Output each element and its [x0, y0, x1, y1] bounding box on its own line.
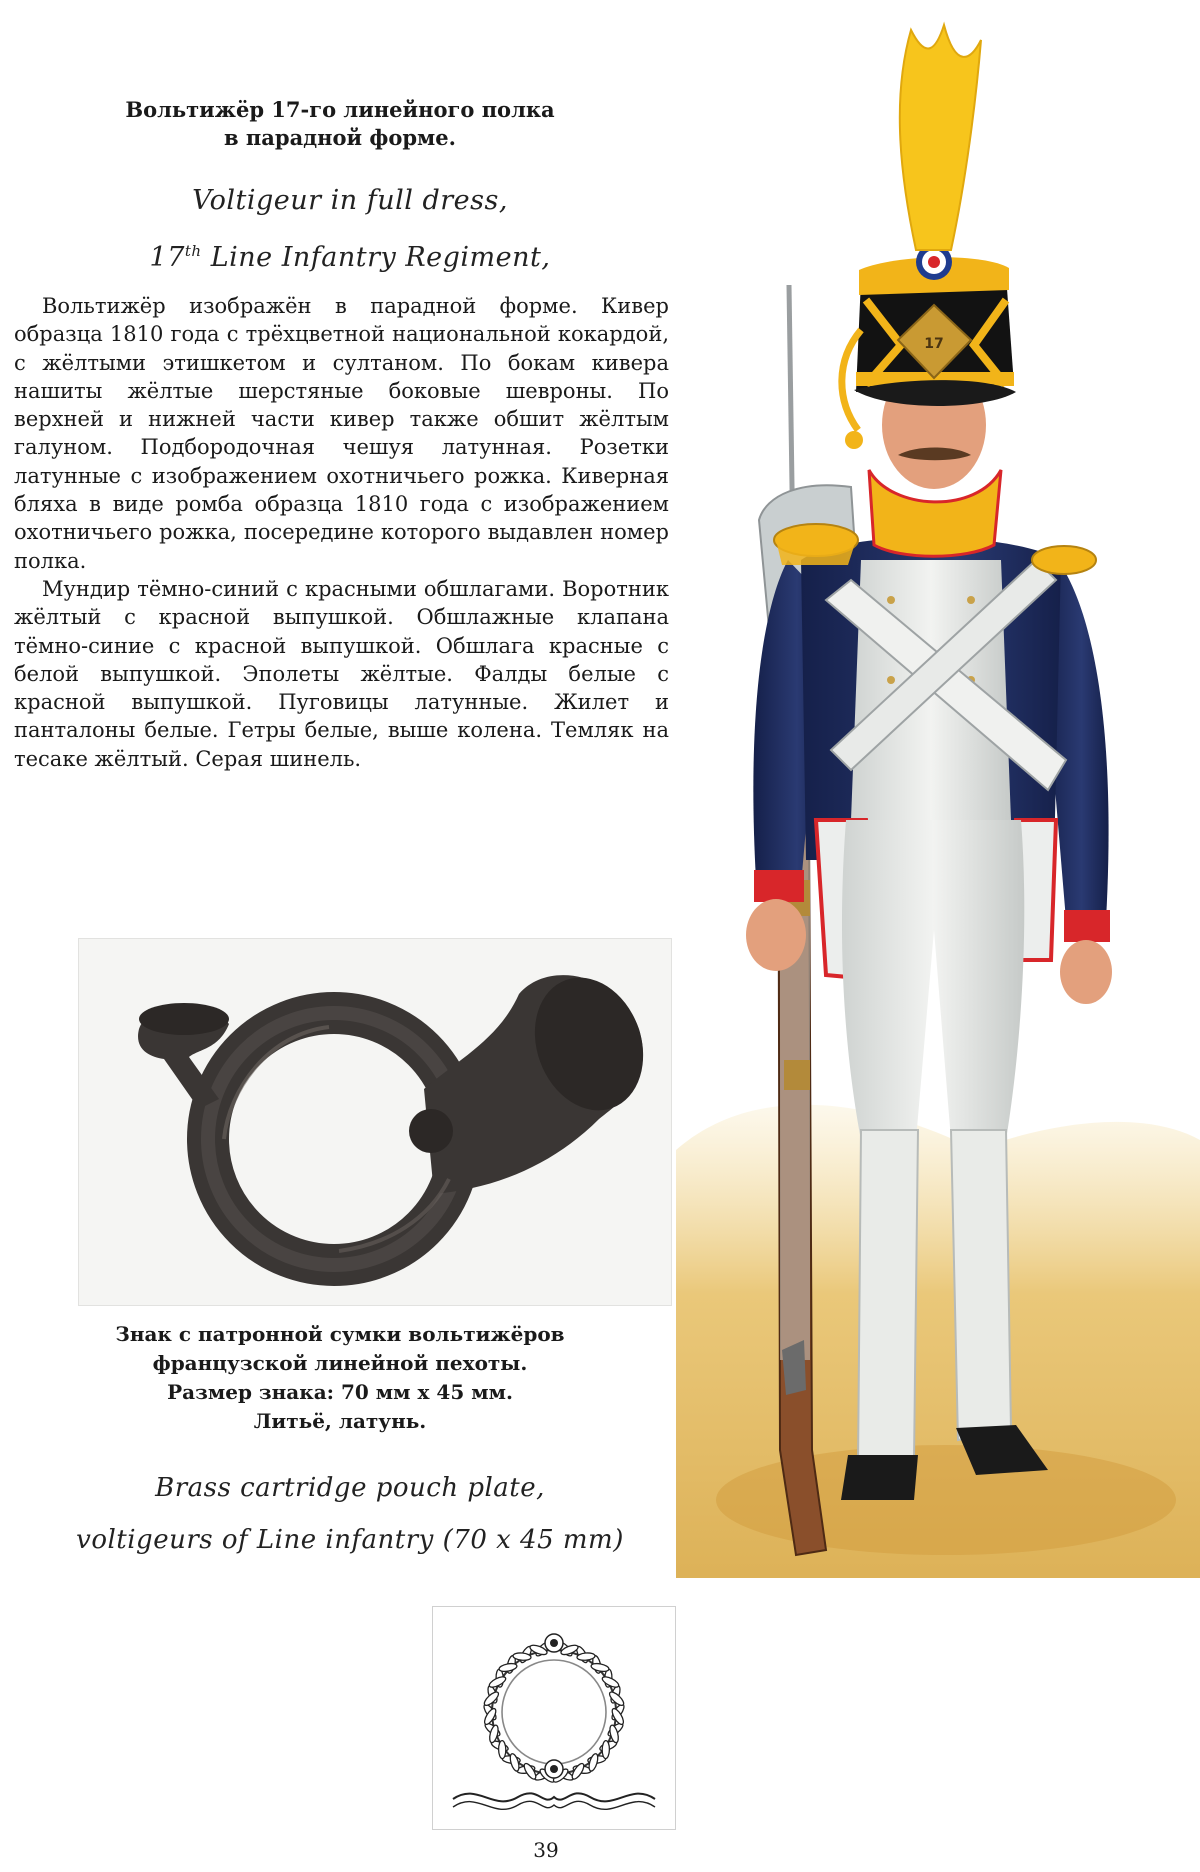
photo-caption-english	[40, 1462, 660, 1566]
english-caption-line-2: voltigeurs of Line infantry (70 x 45 mm)	[76, 1525, 624, 1555]
title-line-2: в парадной форме.	[224, 125, 456, 150]
left-shoe	[841, 1455, 918, 1500]
uniform-description	[14, 292, 669, 773]
horn-knob	[409, 1109, 453, 1153]
caption-line-2: французской линейной пехоты.	[152, 1351, 528, 1375]
right-hand	[1060, 940, 1112, 1004]
laurel-leaf	[498, 1662, 517, 1673]
caption-line-3: Размер знака: 70 мм х 45 мм.	[167, 1380, 513, 1404]
plume	[900, 25, 981, 250]
title-russian	[80, 96, 600, 152]
regiment-name: Line Infantry Regiment,	[210, 242, 551, 273]
wreath-ribbon	[453, 1793, 655, 1801]
laurel-wreath-ornament	[432, 1606, 676, 1830]
caption-line-1: Знак с патронной сумки вольтижёров	[115, 1322, 565, 1346]
description-paragraph-2: Мундир тёмно-синий с красными обшлагами. Воротник жёлтый с красной выпушкой. Обшлажные клапана тёмно-синие с красной выпушкой. Обшлага красные с белой выпушкой. Эполеты жёлтые. Фалды белые с красной выпушкой. Пуговицы латунные. Жилет и панталоны белые. Гетры белые, выше колена. Темляк на тесаке жёлтый. Серая шинель.	[14, 576, 669, 771]
wreath-top-flower	[545, 1634, 563, 1652]
laurel-leaf	[509, 1753, 521, 1772]
title-line-1: Вольтижёр 17-го линейного полка	[125, 97, 555, 122]
description-paragraph-1: Вольтижёр изображён в парадной форме. Кивер образца 1810 года с трёхцветной национальной кокардой, с жёлтыми этишкетом и султаном. По бокам кивера нашиты жёлтые шерстяные боковые шевроны. По верхней и нижней части кивер также обшит жёлтым галуном. Подбородочная чешуя латунная. Розетки латунные с изображением охотничьего рожка. Киверная бляха в виде ромба образца 1810 года с изображением охотничьего рожка, посередине которого выдавлен номер полка.	[14, 294, 669, 573]
right-epaulette	[1032, 546, 1096, 574]
english-caption-line-1: Brass cartridge pouch plate,	[155, 1473, 545, 1503]
voltigeur-illustration	[676, 0, 1200, 1578]
laurel-leaf	[590, 1662, 609, 1673]
left-hand	[746, 899, 806, 971]
photo-caption-russian	[60, 1320, 620, 1436]
laurel-leaf	[587, 1753, 599, 1772]
laurel-leaf	[498, 1741, 506, 1759]
page-number: 39	[533, 1838, 559, 1862]
english-title-line-2	[80, 226, 620, 283]
left-gaiter	[858, 1130, 918, 1465]
shako-plate-number: 17	[924, 336, 944, 352]
laurel-leaf	[602, 1741, 610, 1759]
caption-line-4: Литьё, латунь.	[253, 1409, 427, 1433]
right-gaiter	[951, 1130, 1011, 1440]
title-english	[80, 176, 620, 283]
regiment-ordinal: th	[184, 242, 202, 260]
right-cuff	[1064, 910, 1110, 942]
pouch-plate-photo	[78, 938, 672, 1306]
regiment-number: 17	[149, 242, 185, 273]
english-title-line-1: Voltigeur in full dress,	[192, 185, 508, 216]
trousers	[842, 820, 1024, 1140]
wreath-bottom-flower	[545, 1760, 563, 1778]
left-cuff	[754, 870, 804, 902]
